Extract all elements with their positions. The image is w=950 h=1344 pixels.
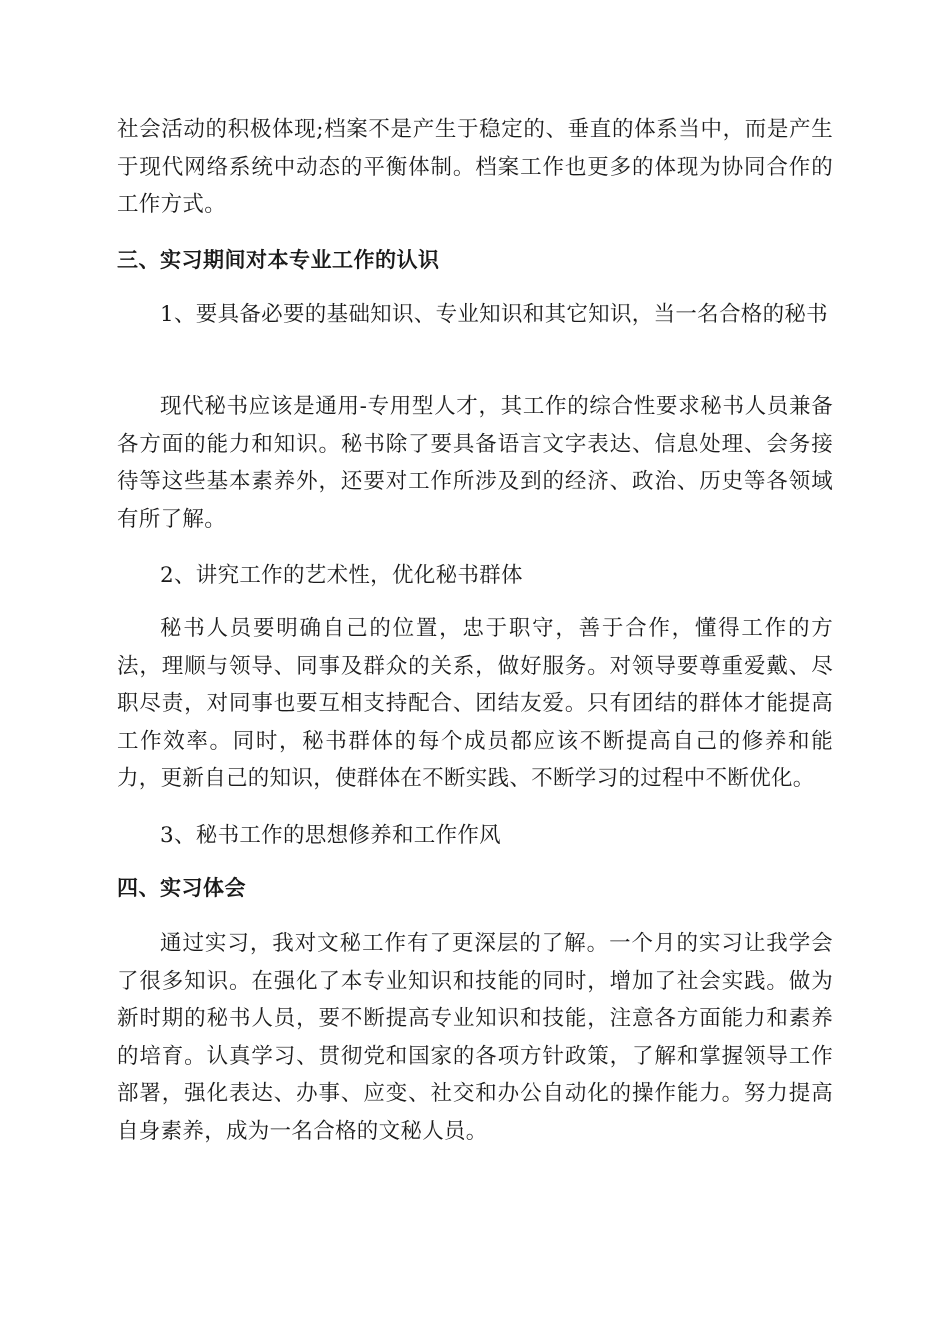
paragraph-continued: 社会活动的积极体现;档案不是产生于稳定的、垂直的体系当中，而是产生于现代网络系统中动态的平衡体制。档案工作也更多的体现为协同合作的工作方式。: [117, 117, 833, 217]
list-item-2: 2、讲究工作的艺术性，优化秘书群体: [160, 563, 523, 588]
list-item-3: 3、秘书工作的思想修养和工作作风: [160, 823, 501, 848]
section-heading-3: 三、实习期间对本专业工作的认识: [117, 248, 440, 272]
section-heading-4: 四、实习体会: [117, 876, 246, 900]
paragraph-3: 通过实习，我对文秘工作有了更深层的了解。一个月的实习让我学会了很多知识。在强化了本专业知识和技能的同时，增加了社会实践。做为新时期的秘书人员，要不断提高专业知识和技能，注意各方面能力和素养的培育。认真学习、贯彻党和国家的各项方针政策，了解和掌握领导工作部署，强化表达、办事、应变、社交和办公自动化的操作能力。努力提高自身素养，成为一名合格的文秘人员。: [117, 931, 833, 1144]
paragraph-2: 秘书人员要明确自己的位置，忠于职守，善于合作，懂得工作的方法，理顺与领导、同事及群众的关系，做好服务。对领导要尊重爱戴、尽职尽责，对同事也要互相支持配合、团结友爱。只有团结的群体才能提高工作效率。同时，秘书群体的每个成员都应该不断提高自己的修养和能力，更新自己的知识，使群体在不断实践、不断学习的过程中不断优化。: [117, 616, 833, 791]
list-item-1: 1、要具备必要的基础知识、专业知识和其它知识，当一名合格的秘书: [160, 302, 828, 327]
paragraph-1: 现代秘书应该是通用-专用型人才，其工作的综合性要求秘书人员兼备各方面的能力和知识。秘书除了要具备语言文字表达、信息处理、会务接待等这些基本素养外，还要对工作所涉及到的经济、政治、历史等各领域有所了解。: [117, 394, 833, 532]
